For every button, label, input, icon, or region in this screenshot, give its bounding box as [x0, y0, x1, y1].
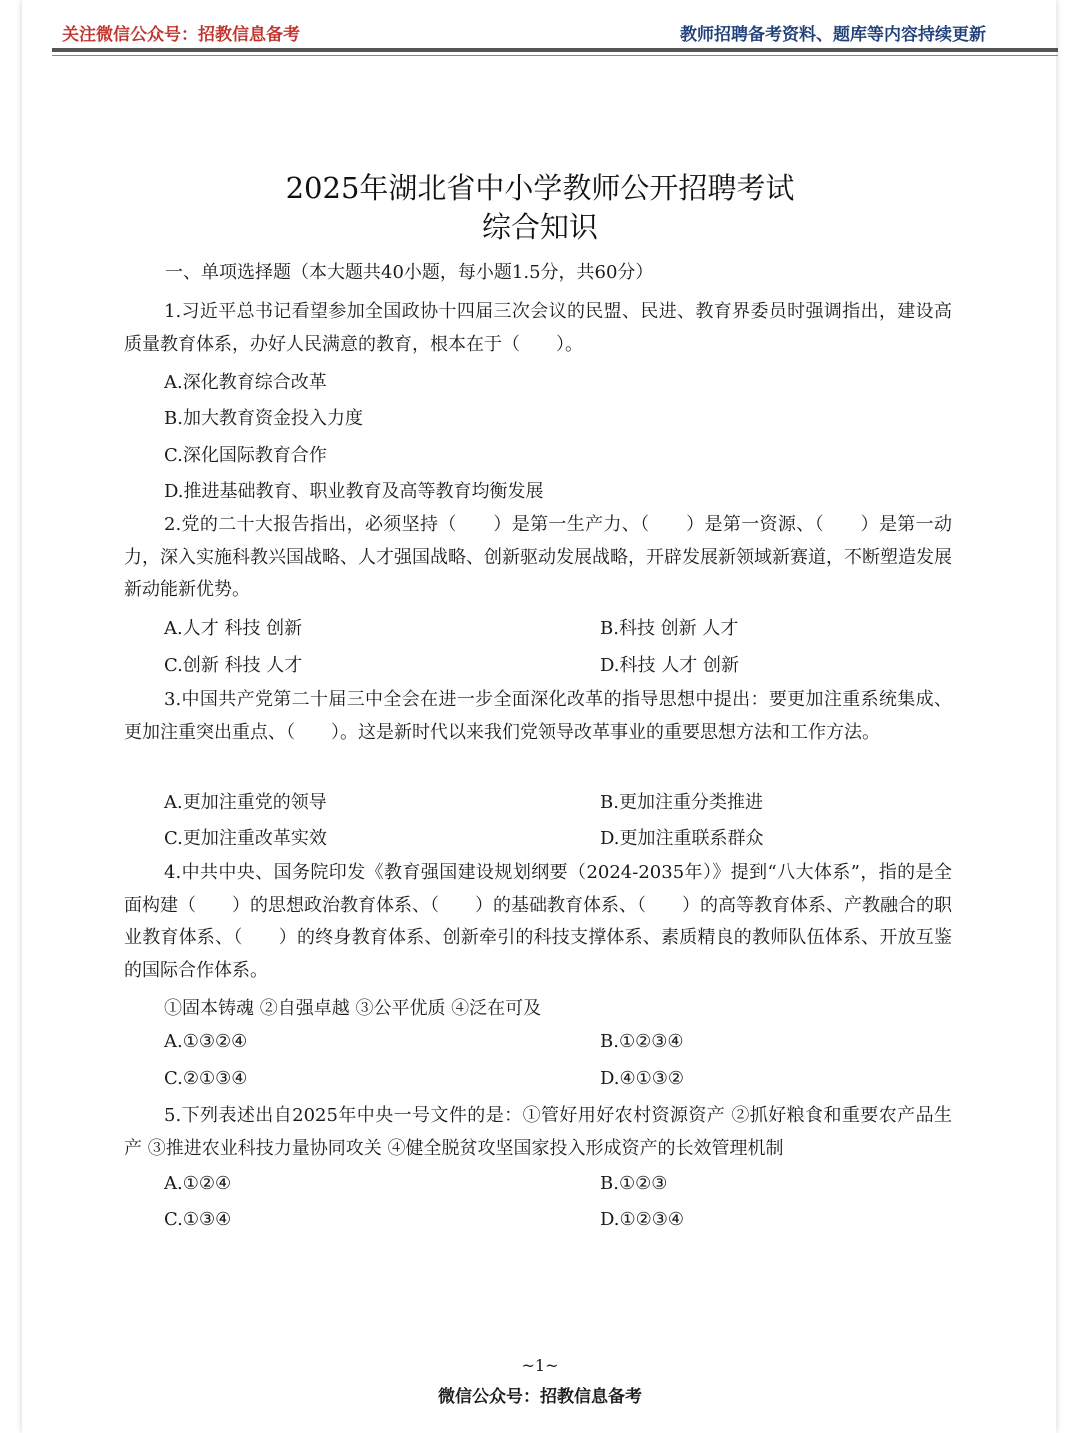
question-4-option-d: D.④①③②	[600, 1068, 685, 1089]
question-4-items: ①固本铸魂 ②自强卓越 ③公平优质 ④泛在可及	[164, 998, 542, 1019]
page-header	[22, 0, 1056, 52]
question-1-stem: 1.习近平总书记看望参加全国政协十四届三次会议的民盟、民进、教育界委员时强调指出，建设高质量教育体系，办好人民满意的教育，根本在于（ ）。	[124, 301, 952, 355]
question-3-option-b: B.更加注重分类推进	[600, 792, 763, 813]
question-2-option-a: A.人才 科技 创新	[164, 618, 303, 639]
exam-title: 2025年湖北省中小学教师公开招聘考试	[285, 171, 795, 205]
question-3-option-d: D.更加注重联系群众	[600, 828, 764, 849]
header-divider	[52, 48, 1058, 52]
page-footer: 微信公众号：招教信息备考	[438, 1387, 642, 1407]
exam-subtitle: 综合知识	[481, 210, 598, 244]
question-5-option-c: C.①③④	[164, 1209, 232, 1230]
header-divider-thin	[52, 55, 1058, 56]
question-3-option-a: A.更加注重党的领导	[164, 792, 327, 813]
question-1-option-b: B.加大教育资金投入力度	[164, 408, 363, 429]
question-5-option-b: B.①②③	[600, 1173, 668, 1194]
page-number: ~1~	[521, 1356, 559, 1375]
question-2-option-b: B.科技 创新 人才	[600, 618, 739, 639]
question-5-option-d: D.①②③④	[600, 1209, 685, 1230]
question-3-option-c: C.更加注重改革实效	[164, 828, 327, 849]
question-4-option-a: A.①③②④	[164, 1031, 248, 1052]
question-4-stem: 4.中共中央、国务院印发《教育强国建设规划纲要（2024-2035年）》提到“八大体系”，指的是全面构建（ ）的思想政治教育体系、（ ）的基础教育体系、（ ）的高等教育体系、产教融合的职业教育体系、（ ）的终身教育体系、创新牵引的科技支撑体系、素质精良的教师队伍体系、开放互鉴的国际合作体系。	[124, 862, 952, 981]
question-2-stem: 2.党的二十大报告指出，必须坚持（ ）是第一生产力、（ ）是第一资源、（ ）是第一动力，深入实施科教兴国战略、人才强国战略、创新驱动发展战略，开辟发展新领域新赛道，不断塑造发展新动能新优势。	[124, 514, 952, 600]
question-4-option-b: B.①②③④	[600, 1031, 684, 1052]
question-5-option-a: A.①②④	[164, 1173, 232, 1194]
question-4-option-c: C.②①③④	[164, 1068, 248, 1089]
question-3-stem: 3.中国共产党第二十届三中全会在进一步全面深化改革的指导思想中提出：要更加注重系统集成、更加注重突出重点、（ ）。这是新时代以来我们党领导改革事业的重要思想方法和工作方法。	[124, 689, 952, 743]
header-left-text: 关注微信公众号：招教信息备考	[62, 25, 300, 45]
question-1-option-a: A.深化教育综合改革	[164, 372, 327, 393]
question-5-stem: 5.下列表述出自2025年中央一号文件的是：①管好用好农村资源资产 ②抓好粮食和重要农产品生产 ③推进农业科技力量协同攻关 ④健全脱贫攻坚国家投入形成资产的长效管理机制	[124, 1105, 952, 1159]
question-2-option-c: C.创新 科技 人才	[164, 655, 303, 676]
question-1-option-d: D.推进基础教育、职业教育及高等教育均衡发展	[164, 481, 544, 502]
header-right-text: 教师招聘备考资料、题库等内容持续更新	[680, 25, 986, 45]
question-1-option-c: C.深化国际教育合作	[164, 445, 327, 466]
question-2-option-d: D.科技 人才 创新	[600, 655, 739, 676]
section-heading: 一、单项选择题（本大题共40小题，每小题1.5分，共60分）	[165, 262, 654, 283]
